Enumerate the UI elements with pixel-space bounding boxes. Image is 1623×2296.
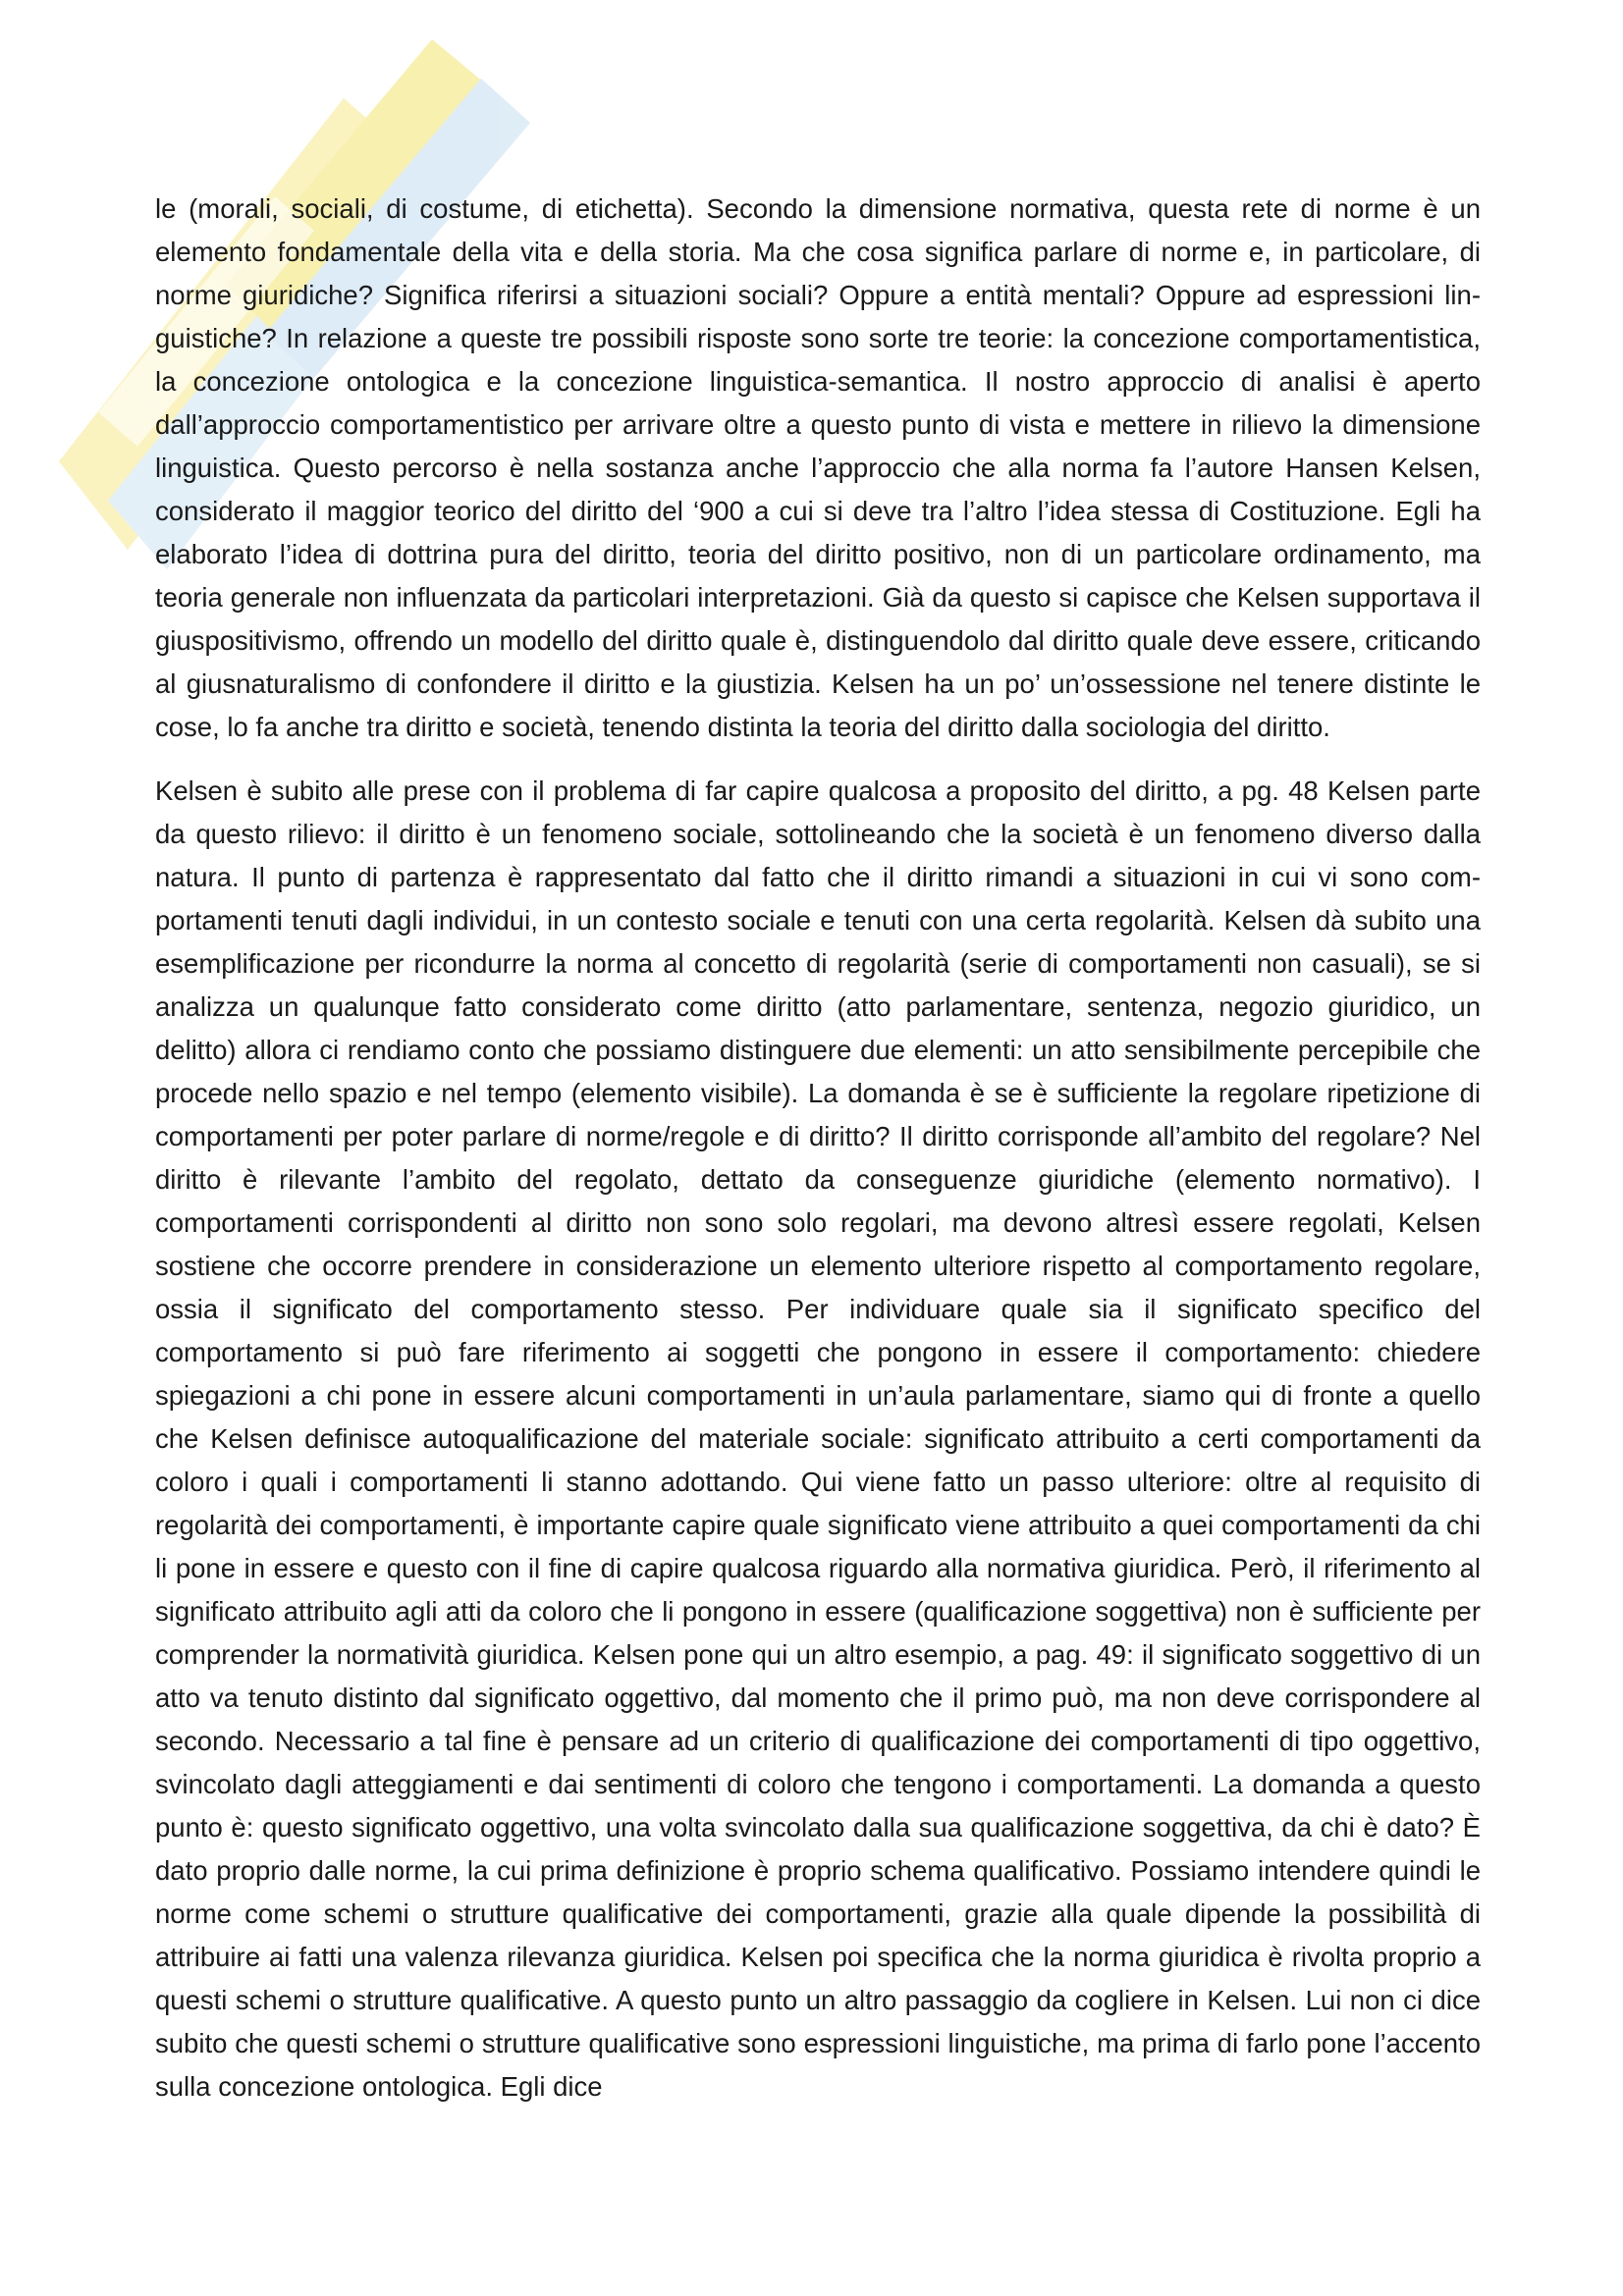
paragraph-2: Kelsen è subito alle prese con il problema di far capire qualcosa a proposito del diritto, a pg. 48 Kelsen parte da questo rilievo: il diritto è un fenomeno sociale, sottolineando che la società è un fenomeno diverso dalla natura. Il punto di partenza è rappresentato dal fatto che il diritto rimandi a situazioni in cui vi sono comportamenti tenuti dagli individui, in un contesto sociale e tenuti con una certa regolarità. Kelsen dà subito una esemplificazione per ricondurre la norma al concetto di regolarità (serie di comportamenti non casuali), se si analizza un qualunque fatto considerato come diritto (atto parlamentare, sentenza, negozio giuridico, un delitto) allora ci rendiamo conto che possiamo distinguere due elementi: un atto sensibilmente percepibile che procede nello spazio e nel tempo (elemento visibile). La domanda è se è sufficiente la regolare ripetizione di comportamenti per poter parlare di norme/regole e di diritto? Il diritto corrisponde all’ambito del regolare? Nel diritto è rilevante l’ambito del regolato, dettato da conseguenze giuridiche (elemento normativo). I comportamenti corrispondenti al diritto non sono solo regolari, ma devono altresì essere regolati, Kelsen sostiene che occorre prendere in considerazione un elemento ulteriore rispetto al comportamento regolare, ossia il significato del comportamento stesso. Per individuare quale sia il significato specifico del comportamento si può fare riferimento ai soggetti che pongono in essere il comportamento: chiedere spiegazioni a chi pone in essere alcuni comportamenti in un’aula parlamentare, siamo qui di fronte a quello che Kelsen definisce autoqualificazione del materiale sociale: significato attribuito a certi comportamenti da coloro i quali i comportamenti li stanno adottando. Qui viene fatto un passo ulteriore: oltre al requisito di regolarità dei comportamenti, è importante capire quale significato viene attribuito a quei comportamenti da chi li pone in essere e questo con il fine di capire qualcosa riguardo alla normativa giuridica. Però, il riferimento al significato attribuito agli atti da coloro che li pongono in essere (qualificazione soggettiva) non è sufficiente per comprender la normatività giuridica. Kelsen pone qui un altro esempio, a pag. 49: il significato soggettivo di un atto va tenuto distinto dal significato oggettivo, dal momento che il primo può, ma non deve corrispondere al secondo. Necessario a tal fine è pensare ad un criterio di qualificazione dei comportamenti di tipo oggettivo, svincolato dagli atteggiamenti e dai sentimenti di coloro che tengono i comportamenti. La domanda a questo punto è: questo significato oggettivo, una volta svincolato dalla sua qualificazione soggettiva, da chi è dato? È dato proprio dalle norme, la cui prima definizione è proprio schema qualificativo. Possiamo intendere quindi le norme come schemi o strutture qualificative dei comportamenti, grazie alla quale dipende la possibilità di attribuire ai fatti una valenza rilevanza giuridica. Kelsen poi specifica che la norma giuridica è rivolta proprio a questi schemi o strutture qualificative. A questo punto un altro passaggio da cogliere in Kelsen. Lui non ci dice subito che questi schemi o strutture qualificative sono espressioni linguistiche, ma prima di farlo pone l’accento sulla concezione ontologica. Egli dice xyxy=(155,775,1481,2102)
paragraph-1: le (morali, sociali, di costume, di etichetta). Secondo la dimensione normativa, questa rete di norme è un elemento fondamentale della vita e della storia. Ma che cosa significa parlare di norme e, in particolare, di norme giuridiche? Significa riferirsi a situazioni sociali? Oppure a entità mentali? Oppure ad espressioni linguistiche? In relazione a queste tre possibili risposte sono sorte tre teorie: la concezione comportamentistica, la concezione ontologica e la concezione linguistica-semantica. Il nostro approccio di analisi è aperto dall’approccio comportamentistico per arrivare oltre a questo punto di vista e mettere in rilievo la dimensione linguistica. Questo percorso è nella sostanza anche l’approccio che alla norma fa l’autore Hansen Kelsen, considerato il maggior teorico del diritto del ‘900 a cui si deve tra l’altro l’idea stessa di Costituzione. Egli ha elaborato l’idea di dottrina pura del diritto, teoria del diritto positivo, non di un particolare ordinamento, ma teoria generale non influenzata da particolari interpretazioni. Già da questo si capisce che Kelsen supportava il giuspositivismo, offrendo un modello del diritto quale è, distinguendolo dal diritto quale deve essere, criticando al giusnaturalismo di confondere il diritto e la giustizia. Kelsen ha un po’ un’ossessione nel tenere distinte le cose, lo fa anche tra diritto e società, tenendo distinta la teoria del diritto dalla sociologia del diritto. xyxy=(155,193,1481,742)
document-body xyxy=(155,187,1481,2109)
